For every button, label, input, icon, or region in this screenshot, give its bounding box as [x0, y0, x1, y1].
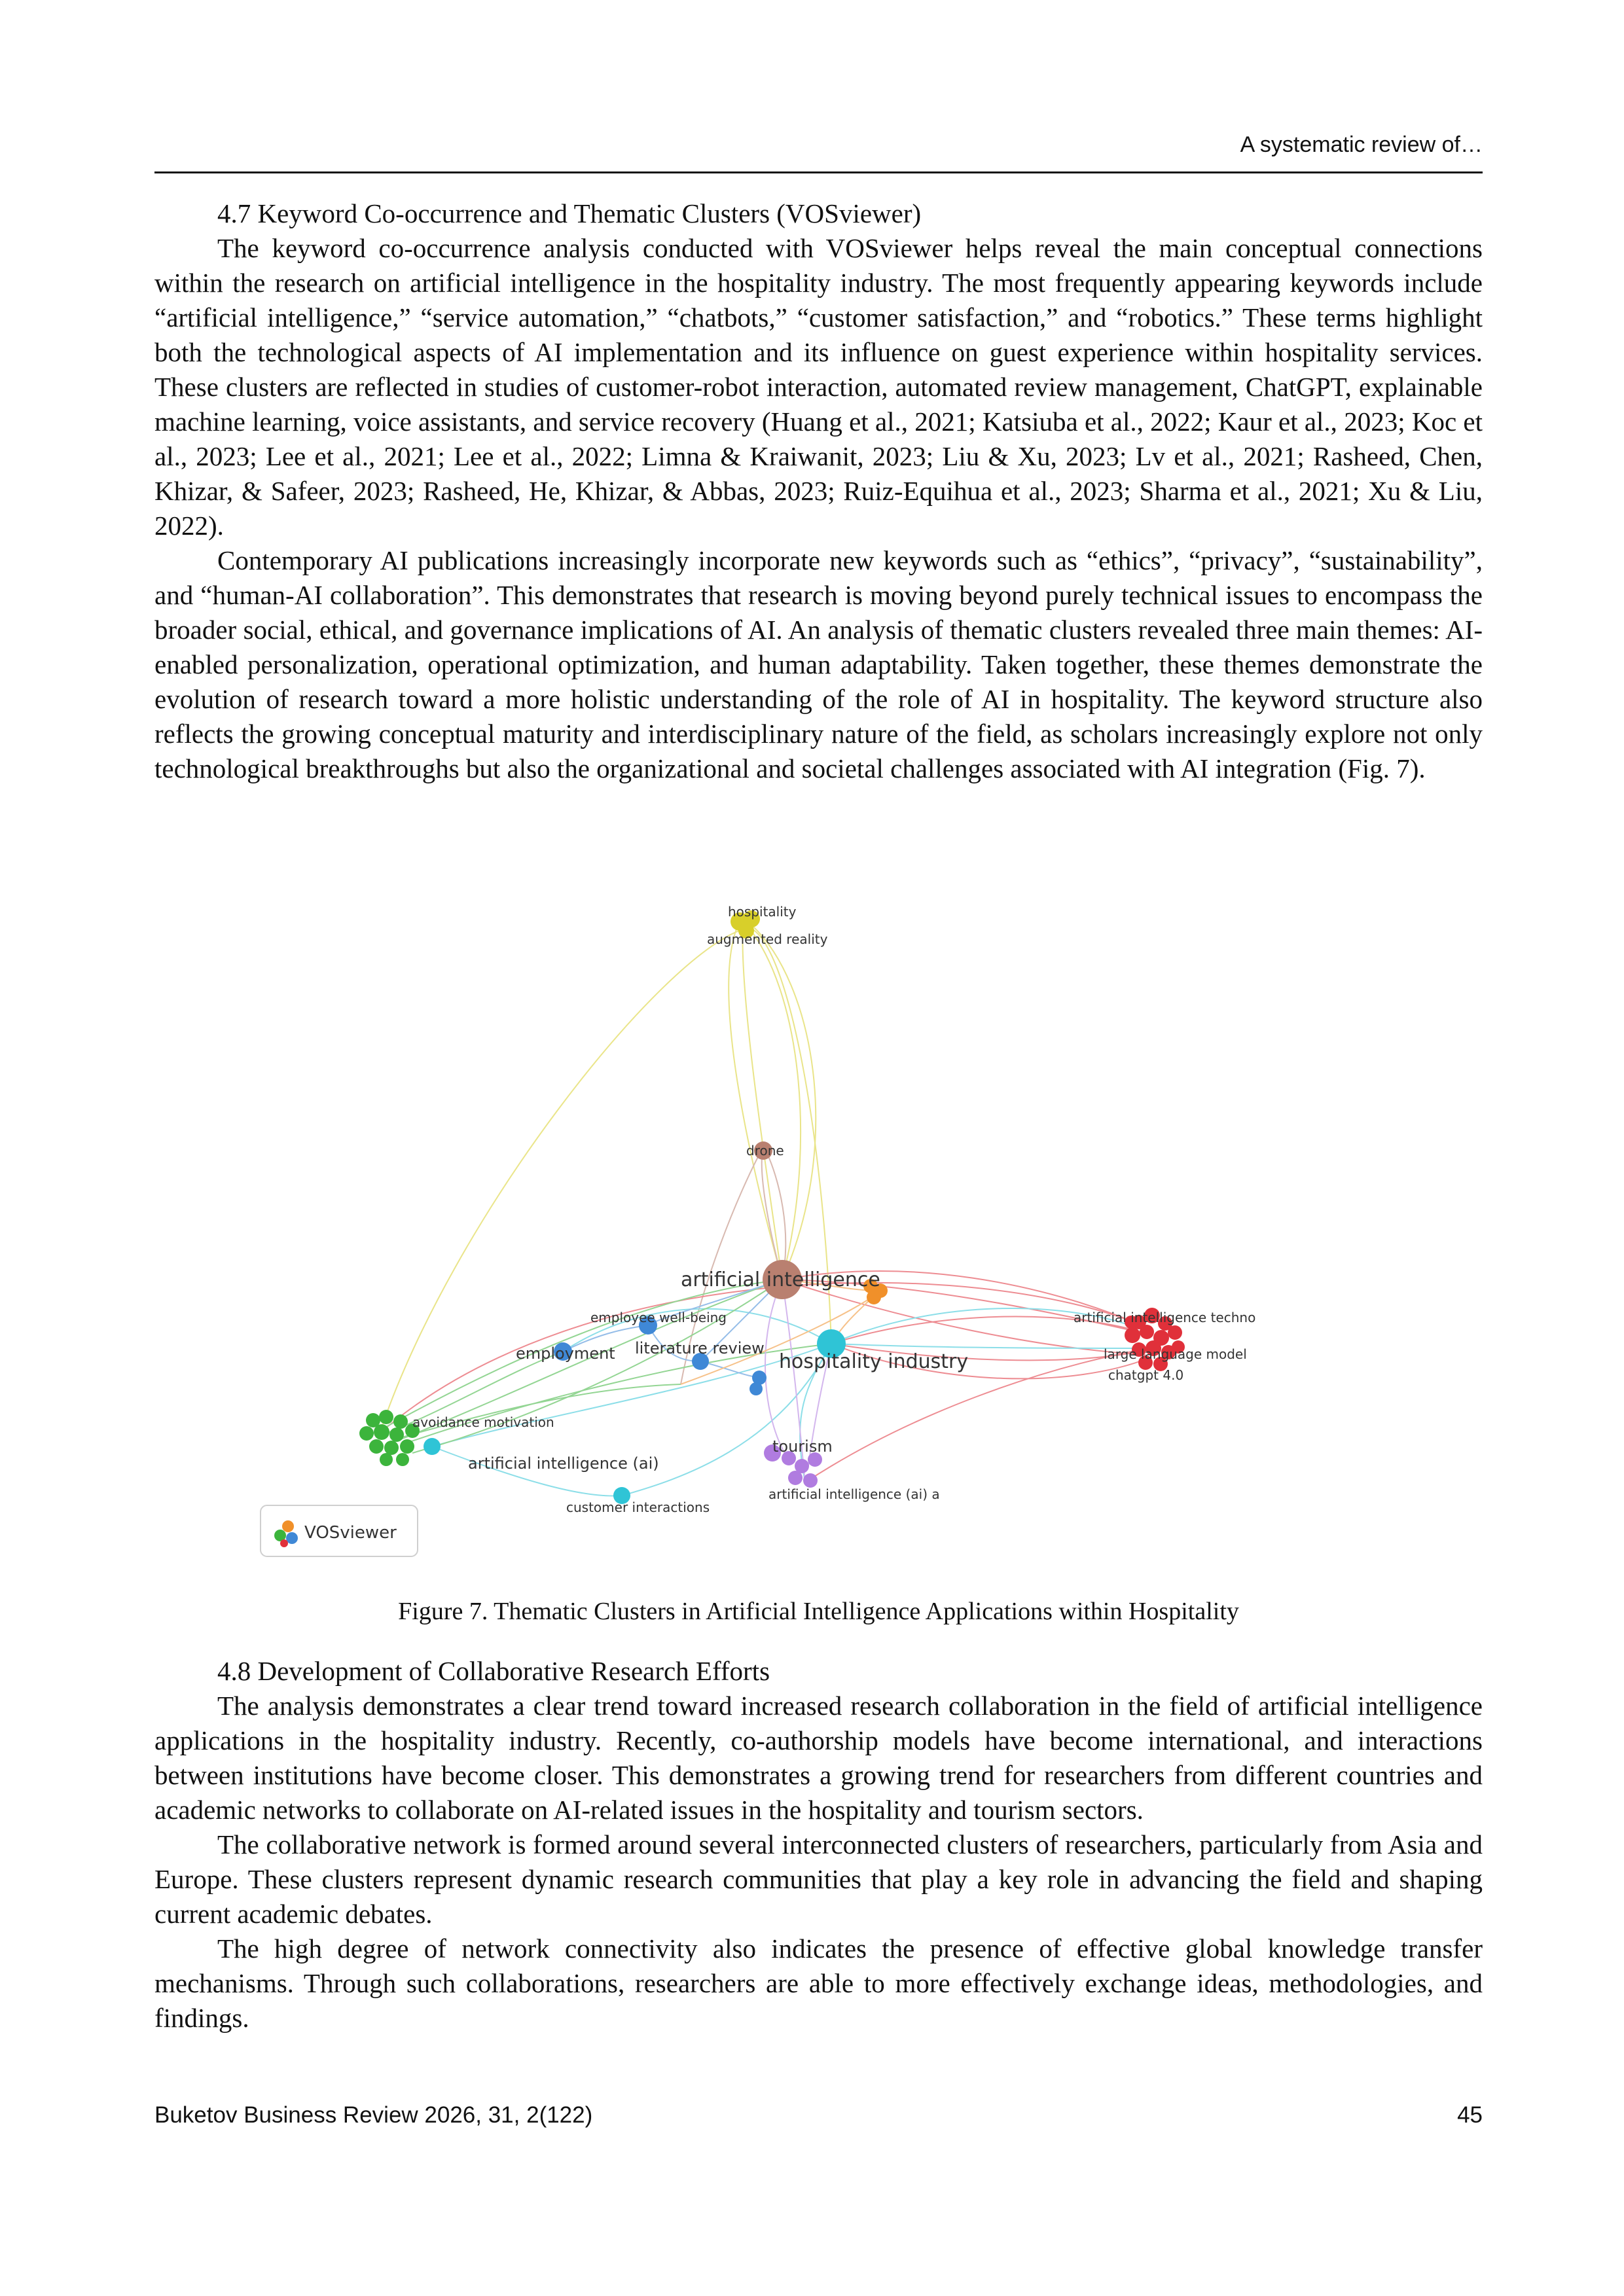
keyword-network-figure — [255, 890, 1276, 1558]
node-label: artificial intelligence (ai) — [468, 1454, 659, 1473]
paragraph: The high degree of network connectivity also indicates the presence of effective global knowledge transfer mechanisms. Through such collaborations, researchers are able to more effectively exchange ideas, methodologies, and findings. — [154, 1933, 1483, 2033]
paragraph: The collaborative network is formed around several interconnected clusters of researchers, particularly from Asia and Europe. These clusters represent dynamic research communities that play a key role in advancing the field and shaping current academic debates. — [154, 1829, 1483, 1929]
section-heading: 4.8 Development of Collaborative Research Efforts — [217, 1656, 770, 1686]
node-label: artificial intelligence (ai) a — [768, 1486, 940, 1502]
paragraph: The analysis demonstrates a clear trend toward increased research collaboration in the field of artificial intelligence applications in the hospitality industry. Recently, co-authorship models have become international, and interactions between institutions have become closer. This demonstrates a growing trend for researchers from different countries and academic networks to collaborate on AI-related issues in the hospitality and tourism sectors. — [154, 1691, 1483, 1825]
node-label: employee well-being — [590, 1310, 727, 1325]
green-cluster — [359, 1410, 420, 1466]
section-4-7 — [154, 196, 1483, 786]
node-label: tourism — [772, 1437, 833, 1456]
running-head: A systematic review of… — [1240, 132, 1483, 157]
section-4-8 — [154, 1654, 1483, 2036]
node-label: chatgpt 4.0 — [1108, 1367, 1184, 1383]
paragraph: Contemporary AI publications increasingly incorporate new keywords such as “ethics”, “privacy”, “sustainability”, and “human-AI collaboration”. This demonstrates that research is moving beyond purely technical issues to encompass the broader social, ethical, and governance implications of AI. An analysis of thematic clusters revealed three main themes: AI-enabled personalization, operational optimization, and human adaptability. Taken together, these themes demonstrate the evolution of research toward a more holistic understanding of the role of AI in hospitality. The keyword structure also reflects the growing conceptual maturity and interdisciplinary nature of the field, as scholars increasingly explore not only technological breakthroughs but also the organizational and societal challenges associated with AI integration (Fig. 7). — [154, 545, 1483, 783]
node-label: augmented reality — [707, 931, 828, 947]
header-rule — [154, 171, 1483, 173]
section-heading: 4.7 Keyword Co-occurrence and Thematic Clusters (VOSviewer) — [217, 198, 922, 228]
vosviewer-logo-text: VOSviewer — [304, 1523, 397, 1543]
node-label: large language model — [1104, 1346, 1247, 1362]
node-label: drone — [746, 1143, 784, 1158]
journal-footer: Buketov Business Review 2026, 31, 2(122) — [154, 2102, 593, 2128]
node-label: hospitality — [728, 904, 797, 920]
paragraph: The keyword co-occurrence analysis conducted with VOSviewer helps reveal the main conceptual connections within the research on artificial intelligence in the hospitality industry. The most frequently appearing keywords include “artificial intelligence,” “service automation,” “chatbots,” “customer satisfaction,” and “robotics.” These terms highlight both the technological aspects of AI implementation and its influence on guest experience within hospitality services. These clusters are reflected in studies of customer-robot interaction, automated review management, ChatGPT, explainable machine learning, voice assistants, and service recovery (Huang et al., 2021; Katsiuba et al., 2022; Kaur et al., 2023; Koc et al., 2023; Lee et al., 2021; Lee et al., 2022; Limna & Kraiwanit, 2023; Liu & Xu, 2023; Lv et al., 2021; Rasheed, Chen, Khizar, & Safeer, 2023; Rasheed, He, Khizar, & Abbas, 2023; Ruiz-Equihua et al., 2023; Sharma et al., 2021; Xu & Liu, 2022). — [154, 233, 1483, 541]
network-graph — [255, 890, 1276, 1558]
network-links — [380, 924, 1155, 1496]
figure-caption: Figure 7. Thematic Clusters in Artificial Intelligence Applications within Hospitality — [398, 1598, 1239, 1625]
vosviewer-logo — [261, 1505, 418, 1556]
node-label: employment — [516, 1344, 615, 1363]
node-label: literature review — [635, 1339, 765, 1357]
node-label: avoidance motivation — [412, 1414, 554, 1430]
node-label: hospitality industry — [779, 1350, 969, 1373]
node-label: customer interactions — [566, 1499, 710, 1515]
page-number: 45 — [1457, 2102, 1483, 2128]
node-label: artificial intelligence — [681, 1268, 880, 1291]
node-label: artificial intelligence techno — [1074, 1310, 1256, 1325]
